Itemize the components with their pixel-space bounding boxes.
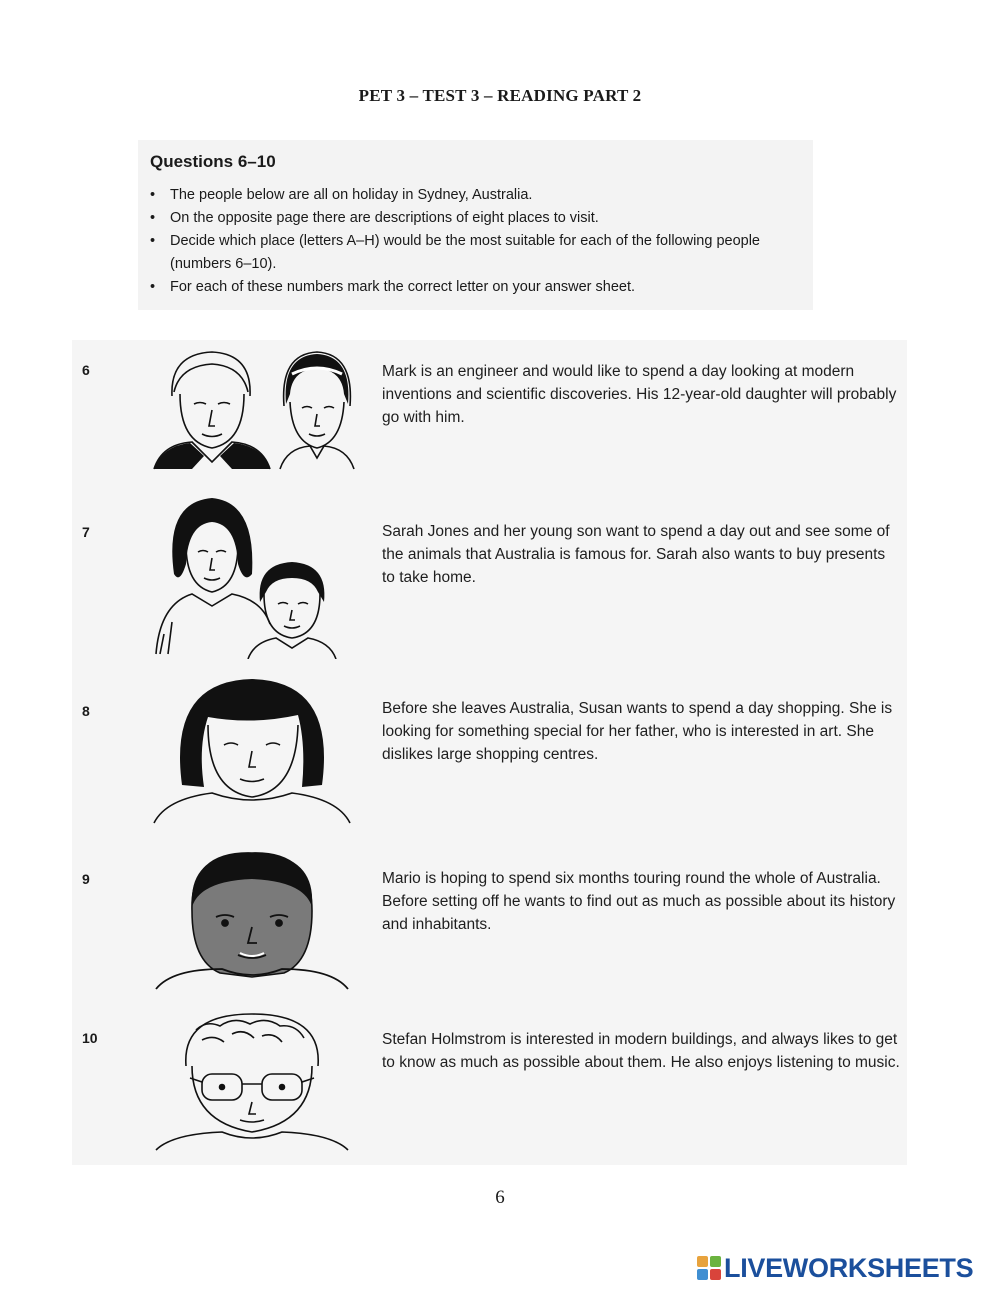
man-with-glasses-portrait	[152, 1010, 352, 1155]
instruction-item: • For each of these numbers mark the correct letter on your answer sheet.	[150, 276, 813, 299]
person-7	[72, 490, 907, 665]
question-number: 7	[82, 524, 90, 540]
questions-heading: Questions 6–10	[150, 152, 276, 171]
instruction-list	[150, 184, 813, 299]
liveworksheets-logo[interactable]	[697, 1253, 973, 1283]
person-description: Mario is hoping to spend six months touring round the whole of Australia. Before setting off he wants to find out as much as possible about its history and inhabitants.	[382, 870, 896, 933]
brand-square	[697, 1256, 708, 1267]
brand-squares-icon	[697, 1256, 721, 1280]
brand-square	[710, 1269, 721, 1280]
father-daughter-portrait	[152, 344, 372, 472]
woman-portrait	[152, 675, 352, 825]
brand-name: LIVEWORKSHEETS	[724, 1252, 974, 1283]
person-10	[72, 1000, 907, 1165]
page-number: 6	[495, 1187, 505, 1208]
person-description: Mark is an engineer and would like to spend a day looking at modern inventions and scientific discoveries. His 12-year-old daughter will probably go with him.	[382, 363, 897, 426]
question-number: 6	[82, 362, 90, 378]
person-9	[72, 835, 907, 1000]
page-title: PET 3 – TEST 3 – READING PART 2	[358, 86, 642, 105]
brand-square	[710, 1256, 721, 1267]
person-6	[72, 340, 907, 490]
brand-square	[697, 1269, 708, 1280]
mother-son-portrait	[152, 494, 352, 659]
man-portrait	[152, 851, 352, 991]
instructions-box	[138, 140, 813, 310]
person-description: Sarah Jones and her young son want to spend a day out and see some of the animals that Australia is famous for. Sarah also wants to buy presents to take home.	[382, 523, 890, 586]
question-number: 10	[82, 1030, 98, 1046]
instruction-item: • On the opposite page there are descriptions of eight places to visit.	[150, 207, 813, 230]
question-number: 9	[82, 871, 90, 887]
people-panel	[72, 340, 907, 1165]
instruction-item: • Decide which place (letters A–H) would be the most suitable for each of the following people (numbers 6–10).	[150, 230, 813, 276]
person-8	[72, 665, 907, 835]
person-description: Before she leaves Australia, Susan wants to spend a day shopping. She is looking for something special for her father, who is interested in art. She dislikes large shopping centres.	[382, 700, 893, 763]
person-description: Stefan Holmstrom is interested in modern buildings, and always likes to get to know as much as possible about them. He also enjoys listening to music.	[382, 1031, 900, 1071]
instruction-item: • The people below are all on holiday in Sydney, Australia.	[150, 184, 813, 207]
question-number: 8	[82, 703, 90, 719]
